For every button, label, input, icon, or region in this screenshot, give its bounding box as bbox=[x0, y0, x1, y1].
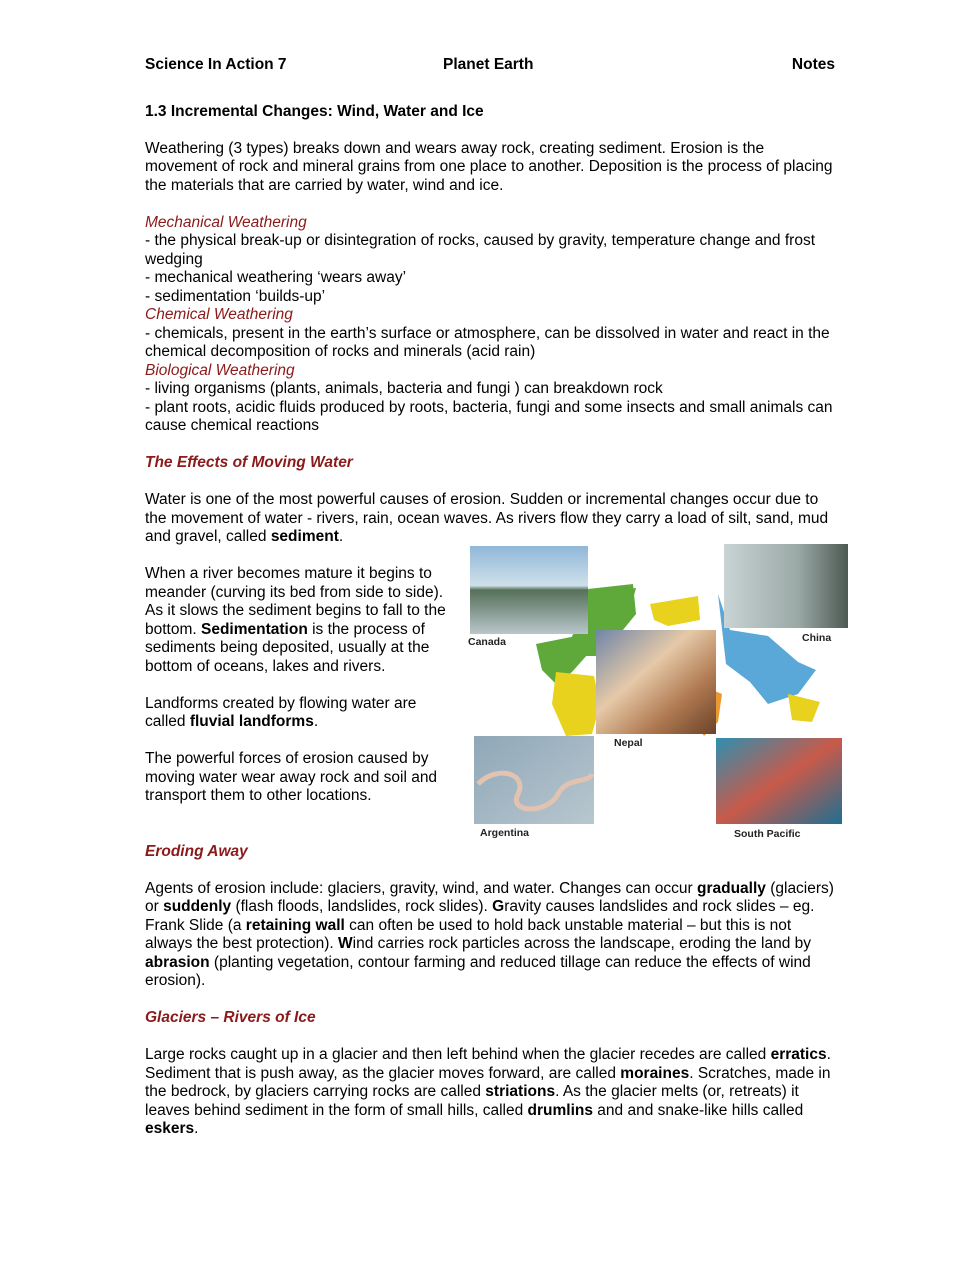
canada-lake-photo bbox=[470, 546, 588, 634]
glaciers-heading: Glaciers – Rivers of Ice bbox=[145, 1009, 316, 1026]
biological-heading: Biological Weathering bbox=[145, 361, 295, 379]
mechanical-heading: Mechanical Weathering bbox=[145, 213, 307, 231]
south-pacific-label: South Pacific bbox=[734, 828, 801, 840]
fluvial-paragraph: Landforms created by flowing water are called fluvial landforms. bbox=[145, 694, 417, 730]
mechanical-line: - mechanical weathering ‘wears away’ bbox=[145, 269, 407, 286]
south-america-shape bbox=[552, 672, 600, 736]
europe-shape bbox=[650, 596, 700, 626]
nepal-label: Nepal bbox=[614, 737, 643, 749]
erosion-forces-paragraph: The powerful forces of erosion caused by moving water wear away rock and soil and transport them to other locations. bbox=[145, 750, 438, 804]
header-notes: Notes bbox=[791, 56, 835, 73]
meander-paragraph: When a river becomes mature it begins to meander (curving its bed from side to side). As it slows the sediment begins to fall to the bottom. Sedimentation is the process of sediments being deposited, usually at the bottom of oceans, lakes and rivers. bbox=[145, 565, 446, 675]
header-unit: Planet Earth bbox=[443, 56, 534, 73]
intro-paragraph: Weathering (3 types) breaks down and wears away rock, creating sediment. Erosion is the movement of rock and mineral grains from one place to another. Deposition is the process of placing the materials that are carried by water, wind and ice. bbox=[145, 139, 833, 194]
eroding-heading: Eroding Away bbox=[145, 842, 248, 860]
glaciers-paragraph: Large rocks caught up in a glacier and then left behind when the glacier recedes are called erratics. Sediment that is push away, as the glacier moves forward, are called moraines. Scratches, made in the bedrock, by glaciers carrying rocks are called striations. As the glacier melts (or, retreats) it leaves behind sediment in the form of small hills, called drumlins and and snake-like hills called eskers. bbox=[145, 1046, 831, 1137]
australia-shape bbox=[788, 694, 820, 722]
mechanical-line: - sedimentation ‘builds-up’ bbox=[145, 287, 326, 305]
moving-water-heading: The Effects of Moving Water bbox=[145, 454, 353, 471]
eroding-paragraph: Agents of erosion include: glaciers, gravity, wind, and water. Changes can occur gradually (glaciers) or suddenly (flash floods, landslides, rock slides). Gravity causes landslides and rock slides – eg. Frank Slide (a retaining wall can often be used to hold back unstable material – but this is not always the best protection). Wind carries rock particles across the landscape, eroding the land by abrasion (planting vegetation, contour farming and reduced tillage can reduce the effects of wind erosion). bbox=[145, 879, 834, 989]
header-course: Science In Action 7 bbox=[145, 56, 287, 73]
argentina-label: Argentina bbox=[480, 827, 530, 839]
china-label: China bbox=[802, 632, 832, 644]
south-pacific-reef-photo bbox=[716, 738, 842, 824]
canada-label: Canada bbox=[468, 636, 506, 648]
china-gorge-photo bbox=[724, 544, 848, 628]
erosion-world-figure bbox=[468, 544, 850, 840]
moving-water-paragraph-1: Water is one of the most powerful causes of erosion. Sudden or incremental changes occur due to the movement of water - rivers, rain, ocean waves. As rivers flow they carry a load of silt, sand, mud and gravel, called sediment. bbox=[145, 491, 829, 545]
section-title: 1.3 Incremental Changes: Wind, Water and Ice bbox=[145, 102, 484, 120]
biological-line: - living organisms (plants, animals, bacteria and fungi ) can breakdown rock bbox=[145, 380, 663, 397]
mechanical-line: - the physical break-up or disintegration of rocks, caused by gravity, temperature change and frost wedging bbox=[145, 232, 816, 268]
world-map-collage bbox=[468, 544, 850, 840]
chemical-line: - chemicals, present in the earth’s surface or atmosphere, can be dissolved in water and react in the chemical decomposition of rocks and minerals (acid rain) bbox=[145, 324, 830, 360]
nepal-mountain-photo bbox=[596, 630, 716, 734]
page-header bbox=[145, 56, 835, 75]
biological-line: - plant roots, acidic fluids produced by roots, bacteria, fungi and some insects and small animals can cause chemical reactions bbox=[145, 398, 833, 434]
chemical-heading: Chemical Weathering bbox=[145, 306, 293, 323]
